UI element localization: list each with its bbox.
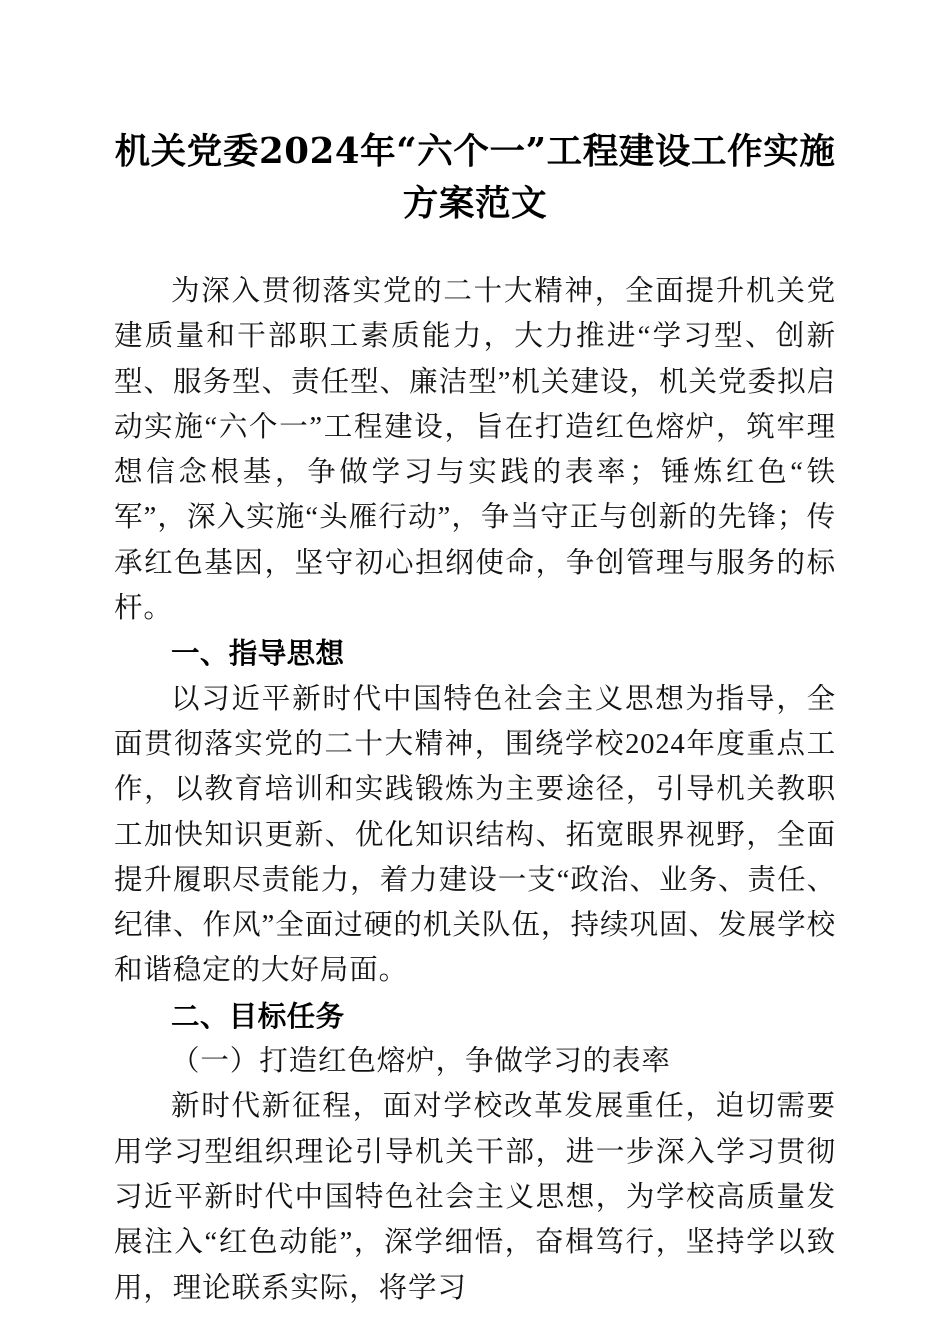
page-title	[114, 0, 836, 230]
section-heading-2: 二、目标任务	[171, 999, 345, 1033]
page-title-line-1: 机关党委2024年“六个一”工程建设工作实	[114, 131, 800, 172]
subsection-heading-1: （一）打造红色熔炉，争做学习的表率	[171, 1046, 671, 1078]
guiding-ideology-paragraph: 以习近平新时代中国特色社会主义思想为指导，全面贯彻落实党的二十大精神，围绕学校2024年度重点工作，以教育培训和实践锻炼为主要途径，引导机关教职工加快知识更新、优化知识结构、拓宽眼界视野，全面提升履职尽责能力，着力建设一支“政治、业务、责任、纪律、作风”全面过硬的机关队伍，持续巩固、发展学校和谐稳定的大好局面。	[114, 683, 836, 987]
document-content	[114, 0, 836, 1311]
intro-paragraph: 为深入贯彻落实党的二十大精神，全面提升机关党建质量和干部职工素质能力，大力推进“学习型、创新型、服务型、责任型、廉洁型”机关建设，机关党委拟启动实施“六个一”工程建设，旨在打造红色熔炉，筑牢理想信念根基，争做学习与实践的表率；锤炼红色“铁军”，深入实施“头雁行动”，争当守正与创新的先锋；传承红色基因，坚守初心担纲使命，争创管理与服务的标杆。	[114, 276, 836, 625]
section-heading-1: 一、指导思想	[171, 637, 345, 671]
page-title-line-2: 施方案范文	[402, 131, 836, 224]
red-furnace-paragraph: 新时代新征程，面对学校改革发展重任，迫切需要用学习型组织理论引导机关干部，进一步深入学习贯彻习近平新时代中国特色社会主义思想，为学校高质量发展注入“红色动能”，深学细悟，奋楫笃行，坚持学以致用，理论联系实际，将学习	[114, 1091, 836, 1304]
